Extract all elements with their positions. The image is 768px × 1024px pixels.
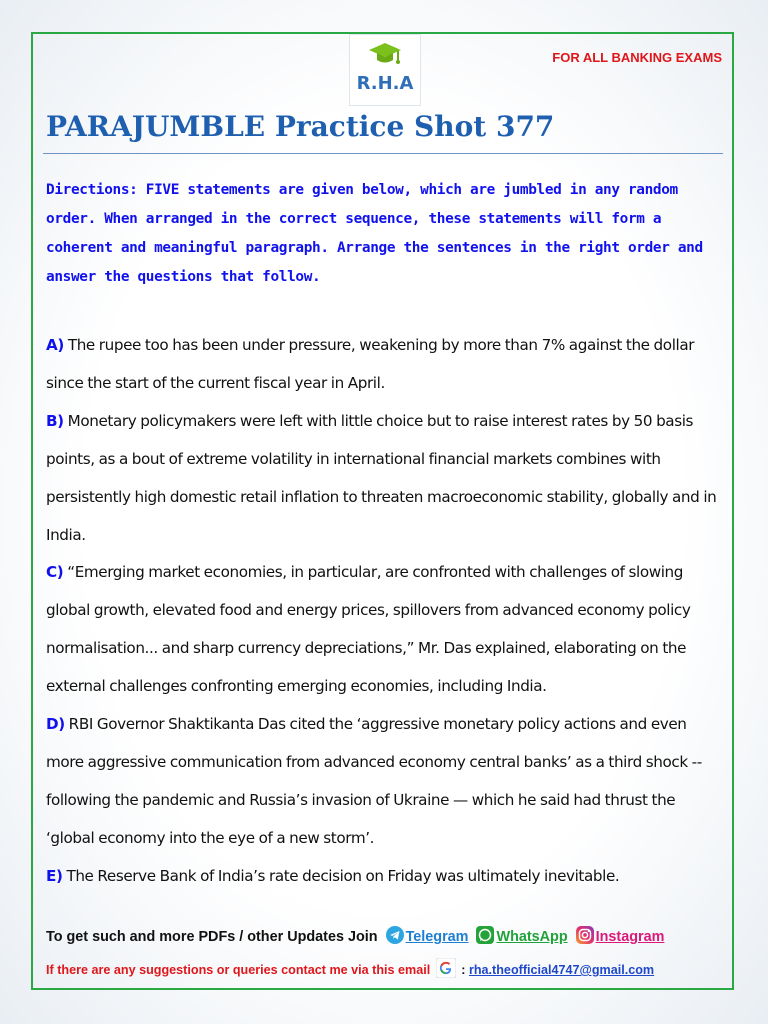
statement-label: E) [46,866,63,885]
statement-label: C) [46,563,64,582]
statement-a [46,327,726,403]
exam-tag: FOR ALL BANKING EXAMS [552,50,722,65]
statement-label: A) [46,336,64,354]
statement-d [46,706,726,858]
statement-text: The Reserve Bank of India’s rate decision on Friday was ultimately inevitable. [62,866,620,885]
statement-text: “Emerging market economies, in particular, are confronted with challenges of slowing global growth, elevated food and energy prices, spillovers from advanced economy policy normalisation... and sharp currency depreciations,” Mr. Das explained, elaborating on the external challenges confronting emerging economies, including India. [46,563,691,696]
statements-list [46,327,726,896]
contact-text: If there are any suggestions or queries contact me via this email [46,963,431,977]
statement-text: RBI Governor Shaktikanta Das cited the ‘aggressive monetary policy actions and even more aggressive communication from advanced economy central banks’ as a third shock -- following the pandemic and Russia’s invasion of Ukraine — which he said had thrust the ‘global economy into the eye of a new storm’. [46,715,702,847]
telegram-link[interactable]: Telegram [405,929,469,945]
join-line [46,926,664,945]
whatsapp-link[interactable]: WhatsApp [496,929,568,945]
instagram-link[interactable]: Instagram [595,929,665,945]
whatsapp-icon [476,926,494,944]
statement-text: The rupee too has been under pressure, weakening by more than 7% against the dollar since the start of the current fiscal year in April. [46,336,695,392]
contact-colon: : [461,963,466,977]
title-divider [43,153,723,154]
statement-c [46,554,726,706]
page-title: PARAJUMBLE Practice Shot 377 [46,110,555,143]
statement-label: D) [46,715,65,734]
join-text: To get such and more PDFs / other Updates Join [46,929,378,945]
statement-b [46,403,726,555]
email-link[interactable]: rha.theofficial4747@gmail.com [468,963,655,977]
instagram-icon [576,926,594,944]
google-icon [436,958,456,978]
statement-text: Monetary policymakers were left with little choice but to raise interest rates by 50 basis points, as a bout of extreme volatility in international financial markets combines with persistently high domestic retail inflation to threaten macroeconomic stability, globally and in India. [46,411,717,544]
rha-logo [349,34,421,106]
contact-line [46,958,654,978]
logo-text: R.H.A [356,73,414,94]
graduation-cap-icon [368,41,402,67]
statement-label: B) [46,411,64,430]
telegram-icon [386,926,404,944]
statement-e [46,858,726,896]
directions-text: Directions: FIVE statements are given below, which are jumbled in any random order. When arranged in the correct sequence, these statements will form a coherent and meaningful paragraph. Arrange the sentences in the right order and answer the questions that follow. [46,182,703,285]
